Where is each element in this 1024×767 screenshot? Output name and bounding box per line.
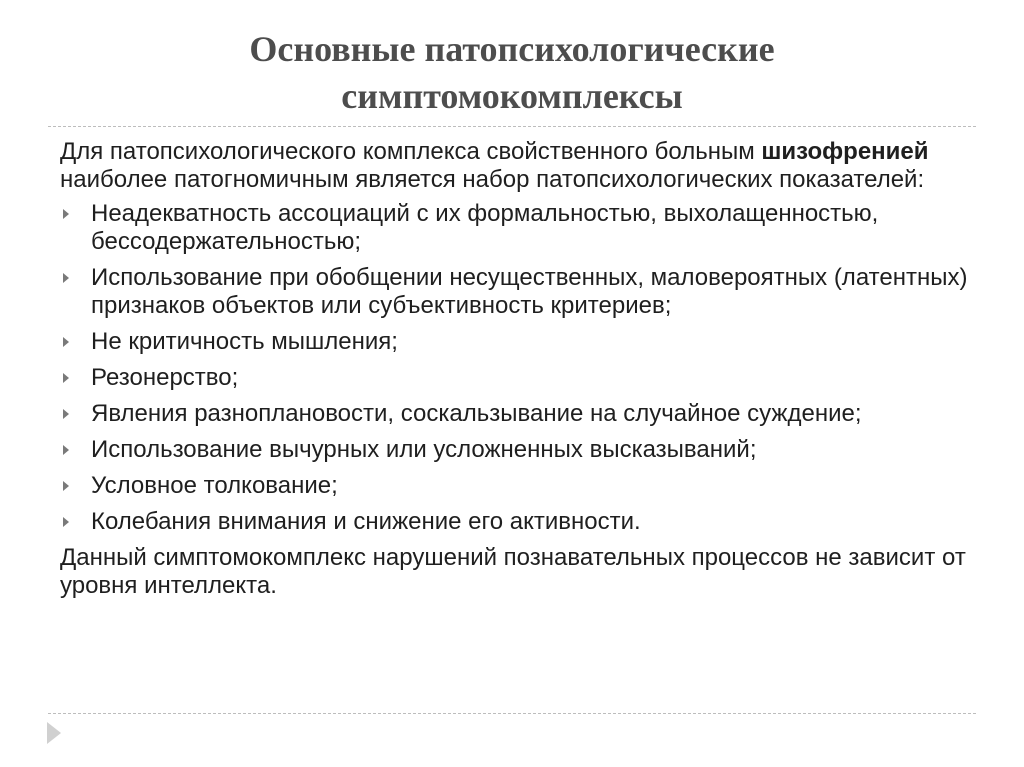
- bullet-triangle-icon: [63, 273, 69, 283]
- list-item: [60, 508, 980, 536]
- slide-title-line2: симптомокомплексы: [341, 76, 683, 116]
- list-item-text: Резонерство;: [91, 364, 239, 391]
- bullet-triangle-icon: [63, 517, 69, 527]
- list-item: [60, 436, 980, 464]
- list-item: [60, 400, 980, 428]
- slide-title-line1: Основные патопсихологические: [249, 29, 775, 69]
- list-item-text: Неадекватность ассоциаций с их формальностью, выхолащенностью, бессодержательностью;: [91, 200, 879, 255]
- list-item: [60, 472, 980, 500]
- symptom-list: [60, 200, 980, 536]
- intro-paragraph: [60, 138, 980, 194]
- list-item-text: Использование вычурных или усложненных высказываний;: [91, 436, 757, 463]
- bullet-triangle-icon: [63, 337, 69, 347]
- list-item: [60, 328, 980, 356]
- top-divider: [48, 126, 976, 127]
- bullet-triangle-icon: [63, 373, 69, 383]
- list-item: [60, 264, 980, 320]
- corner-triangle-icon: [47, 722, 61, 744]
- list-item-text: Колебания внимания и снижение его активности.: [91, 508, 641, 535]
- list-item: [60, 200, 980, 256]
- conclusion-paragraph: Данный симптомокомплекс нарушений познавательных процессов не зависит от уровня интеллекта.: [60, 544, 966, 599]
- bottom-divider: [48, 713, 976, 714]
- bullet-triangle-icon: [63, 209, 69, 219]
- bullet-triangle-icon: [63, 445, 69, 455]
- bullet-triangle-icon: [63, 409, 69, 419]
- list-item-text: Явления разноплановости, соскальзывание на случайное суждение;: [91, 400, 862, 427]
- intro-text-start: Для патопсихологического комплекса свойственного больным: [60, 138, 762, 165]
- intro-text-end: наиболее патогномичным является набор патопсихологических показателей:: [60, 166, 925, 193]
- list-item-text: Условное толкование;: [91, 472, 338, 499]
- bullet-triangle-icon: [63, 481, 69, 491]
- slide-body: [60, 138, 980, 606]
- list-item-text: Не критичность мышления;: [91, 328, 398, 355]
- intro-bold-term: шизофренией: [761, 138, 929, 165]
- slide-title: [0, 26, 1024, 120]
- list-item-text: Использование при обобщении несущественных, маловероятных (латентных) признаков объектов или субъективность критериев;: [91, 264, 968, 319]
- list-item: [60, 364, 980, 392]
